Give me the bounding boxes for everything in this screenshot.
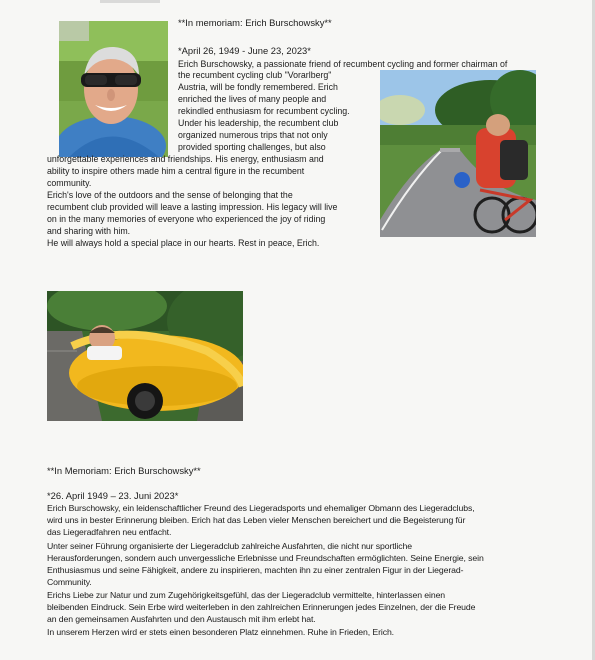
english-line: Erich's love of the outdoors and the sense of belonging that the [47,190,293,200]
german-line: Enthusiasmus und seine Fähigkeit, andere zu inspirieren, machten ihn zu einer zentralen Figur in der Liegerad- [47,565,464,575]
english-line: He will always hold a special place in our hearts. Rest in peace, Erich. [47,238,320,248]
english-line: community. [47,178,92,188]
german-line: Erichs Liebe zur Natur und zum Zugehörigkeitsgefühl, das der Liegeradclub vermittelte, hinterlassen einen [47,590,446,600]
english-line: provided sporting challenges, but also [178,142,326,152]
german-line: Community. [47,577,92,587]
english-line: Under his leadership, the recumbent club [178,118,339,128]
english-line: enriched the lives of many people and [178,94,327,104]
german-line: Herausforderungen, sondern auch unvergessliche Erlebnisse und Freundschaften ermöglichten. Seine Energie, sein [47,553,484,563]
english-line: on in the many memories of everyone who experienced the joy of riding [47,214,326,224]
english-line: organized numerous trips that not only [178,130,328,140]
portrait-photo [59,21,168,157]
german-line: In unserem Herzen wird er stets einen besonderen Platz einnehmen. Ruhe in Frieden, Erich. [47,627,394,637]
scan-artifact [100,0,160,3]
english-line: ability to inspire others made him a central figure in the recumbent [47,166,305,176]
english-title: **In memoriam: Erich Burschowsky** [178,17,332,28]
english-line: Erich Burschowsky, a passionate friend of recumbent cycling and former chairman of [178,59,508,69]
english-line: Austria, will be fondly remembered. Erich [178,82,338,92]
english-dates: *April 26, 1949 - June 23, 2023* [178,45,311,56]
english-line: recumbent club provided will leave a lasting impression. His legacy will live [47,202,338,212]
german-line: bleibenden Eindruck. Sein Erbe wird weiterleben in den zahlreichen Erinnerungen jedes Einzelnen, der die Freude [47,602,476,612]
german-line: an den gemeinsamen Ausfahrten und den Austausch mit ihm erlebt hat. [47,614,316,624]
german-dates: *26. April 1949 – 23. Juni 2023* [47,490,179,501]
cycling-road-photo [380,70,536,237]
english-line: and sharing with him. [47,226,131,236]
english-line: rekindled enthusiasm for recumbent cycling. [178,106,350,116]
german-title: **In Memoriam: Erich Burschowsky** [47,465,201,476]
english-line: the recumbent cycling club "Vorarlberg" [178,70,332,80]
velomobile-photo [47,291,243,421]
english-line: unforgettable experiences and friendships. His energy, enthusiasm and [47,154,324,164]
german-line: Erich Burschowsky, ein leidenschaftlicher Freund des Liegeradsports und ehemaliger Obmann des Liegeradclubs, [47,503,475,513]
german-line: wird uns in bester Erinnerung bleiben. Erich hat das Leben vieler Menschen bereichert und die Begeisterung für [47,515,466,525]
german-line: das Liegeradfahren neu entfacht. [47,527,172,537]
german-line: Unter seiner Führung organisierte der Liegeradclub zahlreiche Ausfahrten, die nicht nur sportliche [47,541,412,551]
